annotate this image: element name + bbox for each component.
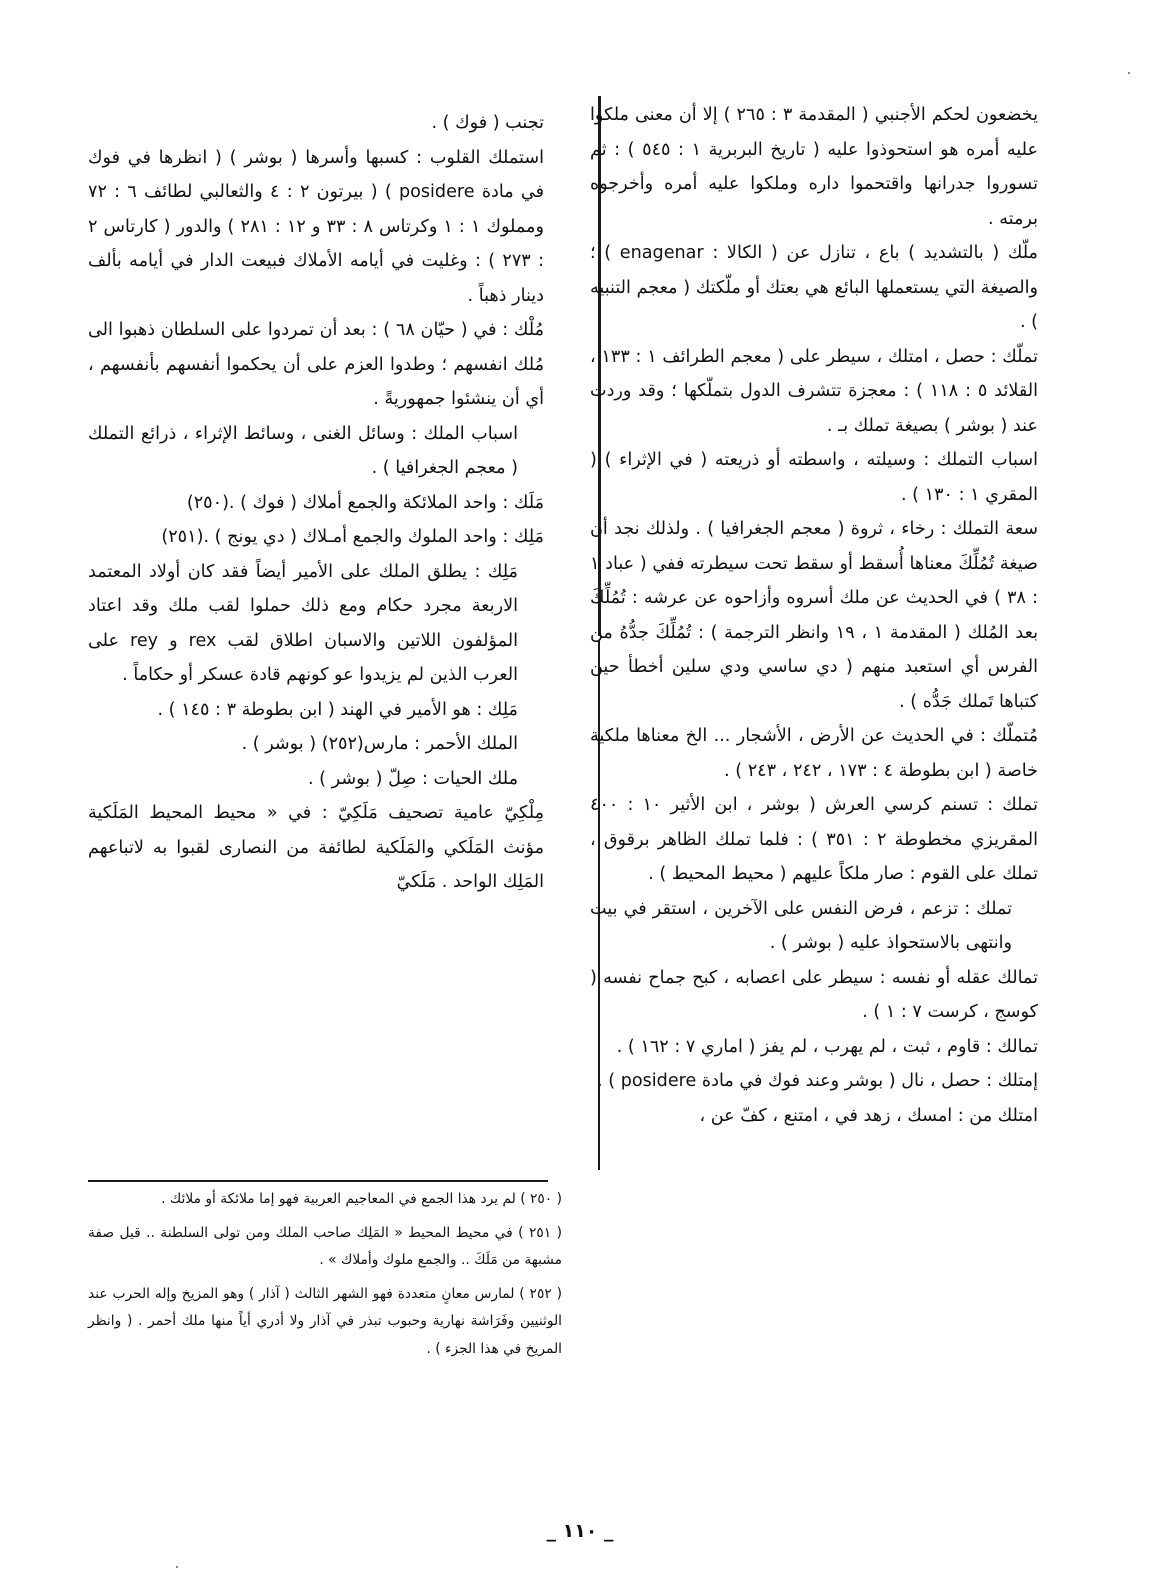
entry: سعة التملك : رخاء ، ثروة ( معجم الجغرافيا ) . ولذلك نجد أن صيغة تُمُلِّكَ معناها أُسقط أو سقط تحت سيطرته ففي ( عباد ١ : ٣٨ ) في الحديث عن ملك أسروه وأزاحوه عن عرشه : تُمُلِّكَ بعد المُلك ( المقدمة ١ ، ١٩ وانظر الترجمة ) : تُمُلِّكَ جدُّهُ من الفرس أي استعبد منهم ( دي ساسي ودي سلين أخطأ حين كتباها تَملك جَدُّه ) .: [590, 519, 1038, 712]
entry: مِلْكِيّ عامية تصحيف مَلَكِيّ : في « محيط المحيط المَلَكية مؤنث المَلَكي والمَلَكية لطائفة من النصارى لقبوا به لاتباعهم المَلِك الواحد . مَلَكيّ: [88, 803, 544, 892]
footnote: ( ٢٥١ ) في محيط المحيط « المَلِك صاحب الملك ومن تولى السلطنة .. قيل صفة مشبهة من مَلَكَ .. والجمع ملوك وأملاك » .: [88, 1224, 562, 1268]
entry: الملك الأحمر : مارس(٢٥٢) ( بوشر ) .: [241, 734, 518, 754]
entry: ملك الحيات : صِلّ ( بوشر ) .: [307, 768, 518, 789]
entry: استملك القلوب : كسبها وأسرها ( بوشر ) ( انظرها في فوك في مادة posidere ) ( بيرتون ٢ : ٤ والثعالبي لطائف ٦ : ٧٢ ومملوك ١ : ١ وكرتاس ٨ : ٣٣ و ١٢ : ٢٨١ ) والدور ( كارتاس ٢ : ٢٧٣ ) : وغليت في أيامه الأملاك فبيعت الدار في أيامه بألف دينار ذهباً .: [88, 147, 545, 306]
entry: تمالك عقله أو نفسه : سيطر على اعصابه ، كبح جماح نفسه ( كوسج ، كرست ٧ : ١ ) .: [590, 967, 1038, 1022]
entry: مَلِك : هو الأمير في الهند ( ابن بطوطة ٣ : ١٤٥ ) .: [157, 699, 518, 720]
entry: مَلِك : واحد الملوك والجمع أمـلاك ( دي يونج ) .(٢٥١): [161, 527, 544, 547]
entry: إمتلك : حصل ، نال ( بوشر وعند فوك في مادة posidere ) .: [597, 1071, 1038, 1091]
entry: مَلِك : يطلق الملك على الأمير أيضاً فقد كان أولاد المعتمد الاربعة مجرد حكام ومع ذلك حملوا لقب ملك وقد اعتاد المؤلفون اللاتين والاسبان اطلاق لقب rex و rey على العرب الذين لم يزيدوا عو كونهم قادة عسكر أو حكاماً .: [88, 561, 518, 685]
page-number: _ ١١٠ _: [546, 1520, 614, 1542]
entry: تملّك : حصل ، امتلك ، سيطر على ( معجم الطرائف ١ : ١٣٣ ، القلائد ٥ : ١١٨ ) : معجزة تتشرف الدول بتملّكها ؛ وقد وردت عند ( بوشر ) بصيغة تملك بـ .: [590, 346, 1038, 436]
footnote-rule: [88, 1180, 548, 1182]
entry: مُلْك : في ( حيّان ٦٨ ) : بعد أن تمردوا على السلطان ذهبوا الى مُلك انفسهم ؛ وطدوا العزم على أن يحكموا أنفسهم بأنفسهم ، أي أن ينشئوا جمهوريةً .: [88, 320, 545, 409]
entry: اسباب التملك : وسيلته ، واسطته أو ذريعته ( في الإثراء ) ( المقري ١ : ١٣٠ ) .: [590, 450, 1038, 505]
footnote: ( ٢٥٠ ) لم يرد هذا الجمع في المعاجيم العربية فهو إما ملائكة أو ملائك .: [161, 1191, 562, 1207]
right-column: [590, 98, 1038, 1133]
left-column: [88, 106, 544, 900]
footnotes: [88, 1186, 562, 1369]
entry: مُتملّك : في الحديث عن الأرض ، الأشجار ... الخ معناها ملكية خاصة ( ابن بطوطة ٤ : ١٧٣ ، ٢٤٢ ، ٢٤٣ ) .: [590, 726, 1038, 781]
entry: امتلك من : امسك ، زهد في ، امتنع ، كفّ عن ،: [699, 1105, 1038, 1126]
entry: ملّك ( بالتشديد ) باع ، تنازل عن ( الكالا : enagenar ) ؛ والصيغة التي يستعملها البائع هي بعتك أو ملّكتك ( معجم التنبيه ) .: [590, 243, 1038, 332]
entry: تملك : تزعم ، فرض النفس على الآخرين ، استقر في بيت وانتهى بالاستحواذ عليه ( بوشر ) .: [590, 898, 1012, 953]
entry: تجنب ( فوك ) .: [431, 113, 544, 133]
footnote: ( ٢٥٢ ) لمارس معانٍ متعددة فهو الشهر الثالث ( آذار ) وهو المزيخ وإله الحرب عند الوثنيين وفَرَاشة نهارية وحبوب تبذر في آذار ولا أدري أياً منها ملك أحمر . ( وانظر المريخ في هذا الجزء ) .: [88, 1285, 562, 1357]
entry: تمالك : قاوم ، ثبت ، لم يهرب ، لم يفز ( اماري ٧ : ١٦٢ ) .: [616, 1036, 1038, 1057]
scan-speck: [1128, 72, 1130, 74]
entry: مَلَك : واحد الملائكة والجمع أملاك ( فوك ) .(٢٥٠): [186, 492, 544, 513]
entry: تملك : تسنم كرسي العرش ( بوشر ، ابن الأثير ١٠ : ٤٠٠ المقريزي مخطوطة ٢ : ٣٥١ ) : فلما تملك الظاهر برقوق ، تملك على القوم : صار ملكاً عليهم ( محيط المحيط ) .: [590, 795, 1038, 884]
entry: يخضعون لحكم الأجنبي ( المقدمة ٣ : ٢٦٥ ) إلا أن معنى ملكوا عليه أمره هو استحوذوا عليه ( تاريخ البربرية ١ : ٥٤٥ ) : ثم تسوروا جدرانها واقتحموا داره وملكوا عليه أمره وأخرجوه برمته .: [590, 105, 1038, 229]
entry: اسباب الملك : وسائل الغنى ، وسائط الإثراء ، ذرائع التملك ( معجم الجغرافيا ) .: [88, 423, 518, 478]
scan-speck: [176, 1566, 178, 1568]
